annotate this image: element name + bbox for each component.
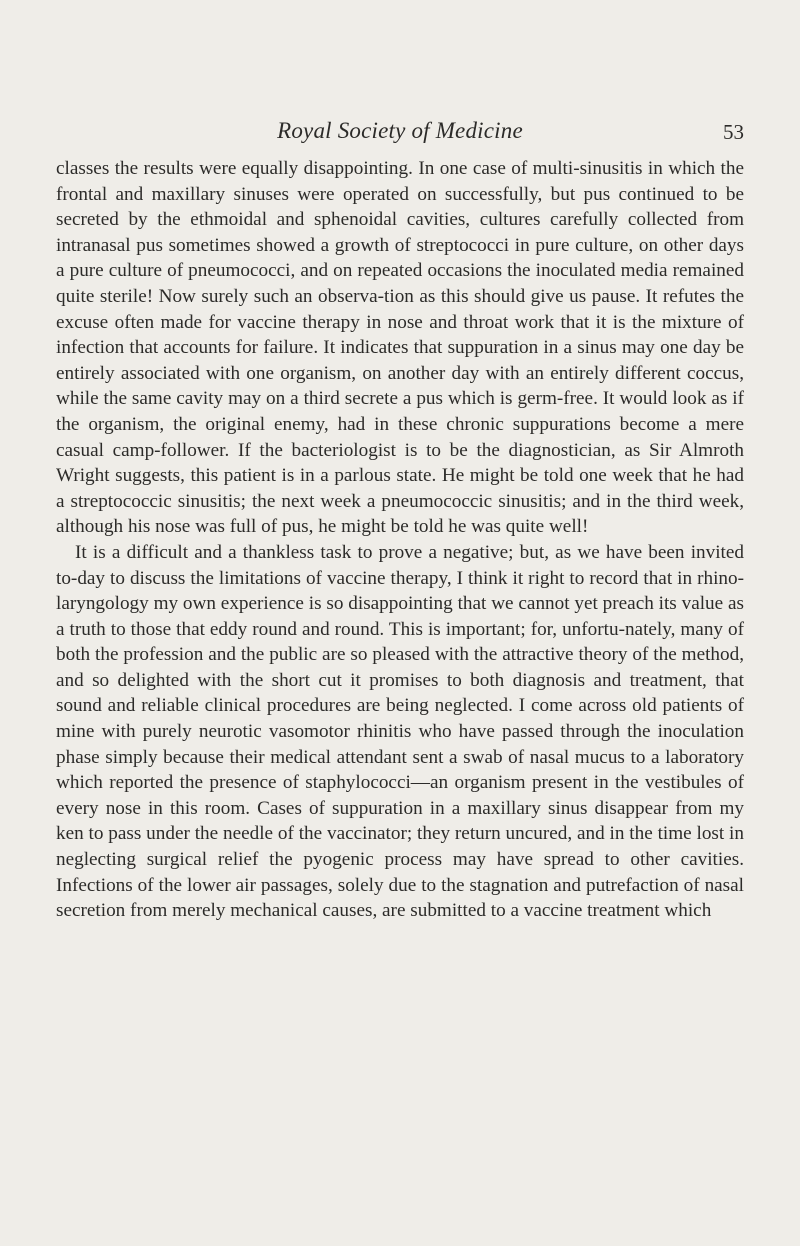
running-title: Royal Society of Medicine <box>277 118 523 143</box>
page-number: 53 <box>723 120 744 144</box>
paragraph-1: classes the results were equally disappointing. In one case of multi-sinusitis in which the frontal and maxillary sinuses were operated on successfully, but pus continued to be secreted by the ethmoidal and sphenoidal cavities, cultures carefully collected from intranasal pus sometimes showed a growth of streptococci in pure culture, on other days a pure culture of pneumococci, and on repeated occasions the inoculated media remained quite sterile! Now surely such an observa-tion as this should give us pause. It refutes the excuse often made for vaccine therapy in nose and throat work that it is the mixture of infection that accounts for failure. It indicates that suppuration in a sinus may one day be entirely associated with one organism, on another day with an entirely different coccus, while the same cavity may on a third secrete a pus which is germ-free. It would look as if the organism, the original enemy, had in these chronic suppurations become a mere casual camp-follower. If the bacteriologist is to be the diagnostician, as Sir Almroth Wright suggests, this patient is in a parlous state. He might be told one week that he had a streptococcic sinusitis; the next week a pneumococcic sinusitis; and in the third week, although his nose was full of pus, he might be told he was quite well! <box>56 158 744 538</box>
running-header <box>56 118 744 148</box>
body-text <box>56 156 744 924</box>
paragraph-2: It is a difficult and a thankless task to prove a negative; but, as we have been invited to-day to discuss the limitations of vaccine therapy, I think it right to record that in rhino-laryngology my own experience is so disappointing that we cannot yet preach its value as a truth to those that eddy round and round. This is important; for, unfortu-nately, many of both the profession and the public are so pleased with the attractive theory of the method, and so delighted with the short cut it promises to both diagnosis and treatment, that sound and reliable clinical procedures are being neglected. I come across old patients of mine with purely neurotic vasomotor rhinitis who have passed through the inoculation phase simply because their medical attendant sent a swab of nasal mucus to a laboratory which reported the presence of staphylococci—an organism present in the vestibules of every nose in this room. Cases of suppuration in a maxillary sinus disappear from my ken to pass under the needle of the vaccinator; they return uncured, and in the time lost in neglecting surgical relief the pyogenic process may have spread to other cavities. Infections of the lower air passages, solely due to the stagnation and putrefaction of nasal secretion from merely mechanical causes, are submitted to a vaccine treatment which <box>56 541 744 922</box>
